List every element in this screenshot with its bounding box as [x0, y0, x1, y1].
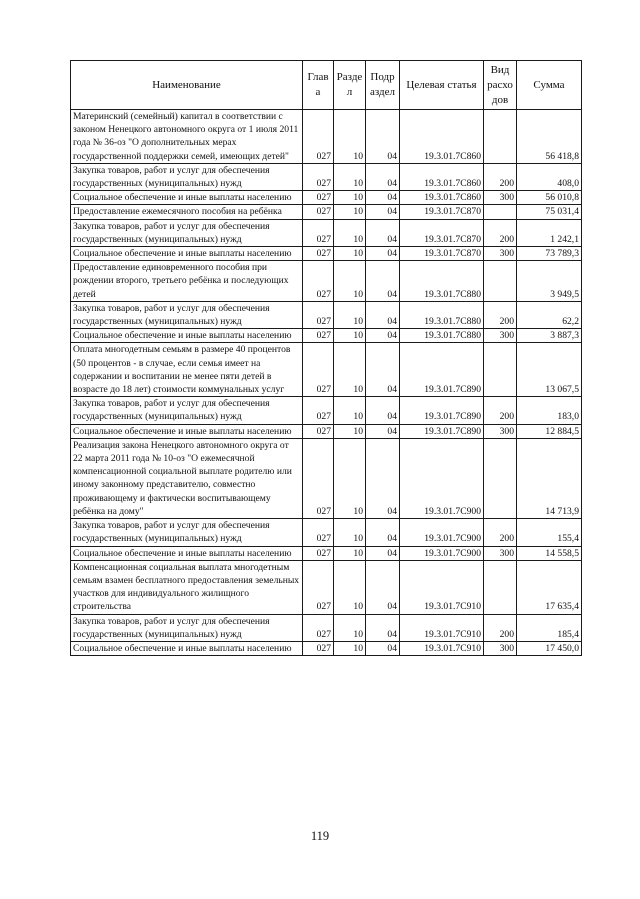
cell-expense-type: [484, 438, 517, 518]
cell-name: Социальное обеспечение и иные выплаты населению: [71, 191, 303, 205]
cell-subsection: 04: [366, 614, 400, 641]
cell-expense-type: 300: [484, 424, 517, 438]
cell-chapter: 027: [303, 191, 334, 205]
cell-chapter: 027: [303, 560, 334, 614]
cell-target-article: 19.3.01.7С880: [400, 261, 484, 302]
cell-chapter: 027: [303, 519, 334, 546]
cell-name: Социальное обеспечение и иные выплаты населению: [71, 641, 303, 655]
cell-amount: 75 031,4: [517, 205, 582, 219]
cell-subsection: 04: [366, 546, 400, 560]
cell-name: Предоставление ежемесячного пособия на ребёнка: [71, 205, 303, 219]
cell-subsection: 04: [366, 560, 400, 614]
cell-chapter: 027: [303, 301, 334, 328]
cell-target-article: 19.3.01.7С890: [400, 343, 484, 397]
cell-subsection: 04: [366, 191, 400, 205]
cell-section: 10: [334, 438, 366, 518]
cell-expense-type: [484, 110, 517, 164]
cell-chapter: 027: [303, 397, 334, 424]
table-row: [71, 261, 582, 302]
cell-chapter: 027: [303, 219, 334, 246]
cell-subsection: 04: [366, 205, 400, 219]
cell-subsection: 04: [366, 219, 400, 246]
cell-name: Компенсационная социальная выплата многодетным семьям взамен бесплатного предоставления земельных участков для индивидуального жилищного строительства: [71, 560, 303, 614]
cell-subsection: 04: [366, 438, 400, 518]
table-row: [71, 343, 582, 397]
cell-section: 10: [334, 191, 366, 205]
cell-target-article: 19.3.01.7С880: [400, 329, 484, 343]
header-amount: Сумма: [517, 61, 582, 110]
cell-section: 10: [334, 546, 366, 560]
cell-section: 10: [334, 163, 366, 190]
table-row: [71, 110, 582, 164]
cell-name: Закупка товаров, работ и услуг для обеспечения государственных (муниципальных) нужд: [71, 519, 303, 546]
cell-amount: 1 242,1: [517, 219, 582, 246]
cell-chapter: 027: [303, 614, 334, 641]
cell-expense-type: [484, 560, 517, 614]
cell-subsection: 04: [366, 641, 400, 655]
table-row: [71, 438, 582, 518]
table-row: [71, 614, 582, 641]
cell-chapter: 027: [303, 163, 334, 190]
cell-expense-type: 300: [484, 247, 517, 261]
header-chapter: Глав а: [303, 61, 334, 110]
cell-target-article: 19.3.01.7С860: [400, 191, 484, 205]
cell-amount: 14 713,9: [517, 438, 582, 518]
cell-expense-type: 300: [484, 191, 517, 205]
cell-section: 10: [334, 261, 366, 302]
cell-expense-type: 200: [484, 301, 517, 328]
cell-expense-type: [484, 205, 517, 219]
table-row: [71, 163, 582, 190]
cell-expense-type: 200: [484, 519, 517, 546]
cell-section: 10: [334, 219, 366, 246]
cell-name: Оплата многодетным семьям в размере 40 процентов (50 процентов - в случае, если семья имеет на содержании и воспитании не менее пяти детей в возрасте до 18 лет) стоимости коммунальных услуг: [71, 343, 303, 397]
cell-name: Социальное обеспечение и иные выплаты населению: [71, 329, 303, 343]
cell-expense-type: 200: [484, 397, 517, 424]
cell-section: 10: [334, 205, 366, 219]
cell-amount: 183,0: [517, 397, 582, 424]
cell-section: 10: [334, 397, 366, 424]
cell-subsection: 04: [366, 397, 400, 424]
cell-subsection: 04: [366, 163, 400, 190]
table-row: [71, 219, 582, 246]
header-target-article: Целевая статья: [400, 61, 484, 110]
cell-amount: 56 418,8: [517, 110, 582, 164]
cell-amount: 17 450,0: [517, 641, 582, 655]
table-row: [71, 329, 582, 343]
cell-section: 10: [334, 614, 366, 641]
cell-chapter: 027: [303, 247, 334, 261]
cell-amount: 56 010,8: [517, 191, 582, 205]
cell-target-article: 19.3.01.7С900: [400, 546, 484, 560]
cell-expense-type: [484, 343, 517, 397]
header-expense-type: Вид расхо дов: [484, 61, 517, 110]
table-row: [71, 247, 582, 261]
cell-target-article: 19.3.01.7С890: [400, 397, 484, 424]
cell-section: 10: [334, 247, 366, 261]
cell-expense-type: 300: [484, 329, 517, 343]
cell-amount: 62,2: [517, 301, 582, 328]
cell-expense-type: 200: [484, 219, 517, 246]
cell-chapter: 027: [303, 424, 334, 438]
cell-amount: 3 887,3: [517, 329, 582, 343]
cell-subsection: 04: [366, 329, 400, 343]
cell-subsection: 04: [366, 424, 400, 438]
cell-name: Реализация закона Ненецкого автономного округа от 22 марта 2011 года № 10-оз "О ежемесячной компенсационной социальной выплате родителю или иному законному представителю, совместно проживающему и фактически воспитывающему ребёнка на дому": [71, 438, 303, 518]
cell-target-article: 19.3.01.7С870: [400, 205, 484, 219]
table-header-row: [71, 61, 582, 110]
cell-chapter: 027: [303, 261, 334, 302]
cell-section: 10: [334, 560, 366, 614]
cell-name: Закупка товаров, работ и услуг для обеспечения государственных (муниципальных) нужд: [71, 614, 303, 641]
table-row: [71, 397, 582, 424]
cell-name: Закупка товаров, работ и услуг для обеспечения государственных (муниципальных) нужд: [71, 163, 303, 190]
cell-subsection: 04: [366, 261, 400, 302]
cell-target-article: 19.3.01.7С890: [400, 424, 484, 438]
cell-name: Материнский (семейный) капитал в соответствии с законом Ненецкого автономного округа от 1 июля 2011 года № 36-оз "О дополнительных мерах государственной поддержки семей, имеющих детей": [71, 110, 303, 164]
cell-chapter: 027: [303, 329, 334, 343]
cell-name: Закупка товаров, работ и услуг для обеспечения государственных (муниципальных) нужд: [71, 397, 303, 424]
cell-chapter: 027: [303, 205, 334, 219]
cell-amount: 155,4: [517, 519, 582, 546]
cell-expense-type: 200: [484, 614, 517, 641]
cell-expense-type: 300: [484, 641, 517, 655]
cell-expense-type: 300: [484, 546, 517, 560]
cell-target-article: 19.3.01.7С900: [400, 438, 484, 518]
table-row: [71, 546, 582, 560]
cell-name: Закупка товаров, работ и услуг для обеспечения государственных (муниципальных) нужд: [71, 301, 303, 328]
cell-chapter: 027: [303, 110, 334, 164]
cell-section: 10: [334, 329, 366, 343]
cell-amount: 14 558,5: [517, 546, 582, 560]
cell-target-article: 19.3.01.7С910: [400, 641, 484, 655]
cell-name: Предоставление единовременного пособия при рождении второго, третьего ребёнка и последующих детей: [71, 261, 303, 302]
cell-section: 10: [334, 641, 366, 655]
cell-amount: 408,0: [517, 163, 582, 190]
budget-table: [70, 60, 582, 656]
cell-amount: 73 789,3: [517, 247, 582, 261]
cell-target-article: 19.3.01.7С870: [400, 219, 484, 246]
cell-section: 10: [334, 110, 366, 164]
cell-subsection: 04: [366, 519, 400, 546]
cell-amount: 17 635,4: [517, 560, 582, 614]
table-row: [71, 424, 582, 438]
cell-target-article: 19.3.01.7С870: [400, 247, 484, 261]
table-row: [71, 205, 582, 219]
cell-target-article: 19.3.01.7С860: [400, 163, 484, 190]
header-name: Наименование: [71, 61, 303, 110]
cell-chapter: 027: [303, 546, 334, 560]
cell-amount: 12 884,5: [517, 424, 582, 438]
table-row: [71, 301, 582, 328]
page-number: 119: [310, 829, 330, 843]
cell-name: Социальное обеспечение и иные выплаты населению: [71, 546, 303, 560]
cell-target-article: 19.3.01.7С860: [400, 110, 484, 164]
cell-chapter: 027: [303, 343, 334, 397]
cell-name: Социальное обеспечение и иные выплаты населению: [71, 424, 303, 438]
cell-section: 10: [334, 519, 366, 546]
cell-section: 10: [334, 343, 366, 397]
cell-target-article: 19.3.01.7С910: [400, 560, 484, 614]
cell-section: 10: [334, 301, 366, 328]
cell-name: Социальное обеспечение и иные выплаты населению: [71, 247, 303, 261]
cell-chapter: 027: [303, 641, 334, 655]
cell-amount: 13 067,5: [517, 343, 582, 397]
cell-target-article: 19.3.01.7С880: [400, 301, 484, 328]
cell-expense-type: 200: [484, 163, 517, 190]
cell-subsection: 04: [366, 343, 400, 397]
cell-chapter: 027: [303, 438, 334, 518]
header-subsection: Подр аздел: [366, 61, 400, 110]
table-row: [71, 641, 582, 655]
cell-name: Закупка товаров, работ и услуг для обеспечения государственных (муниципальных) нужд: [71, 219, 303, 246]
cell-expense-type: [484, 261, 517, 302]
cell-subsection: 04: [366, 110, 400, 164]
table-row: [71, 519, 582, 546]
header-section: Разде л: [334, 61, 366, 110]
cell-subsection: 04: [366, 247, 400, 261]
cell-subsection: 04: [366, 301, 400, 328]
table-row: [71, 560, 582, 614]
cell-amount: 185,4: [517, 614, 582, 641]
cell-target-article: 19.3.01.7С910: [400, 614, 484, 641]
table-row: [71, 191, 582, 205]
cell-target-article: 19.3.01.7С900: [400, 519, 484, 546]
cell-amount: 3 949,5: [517, 261, 582, 302]
cell-section: 10: [334, 424, 366, 438]
